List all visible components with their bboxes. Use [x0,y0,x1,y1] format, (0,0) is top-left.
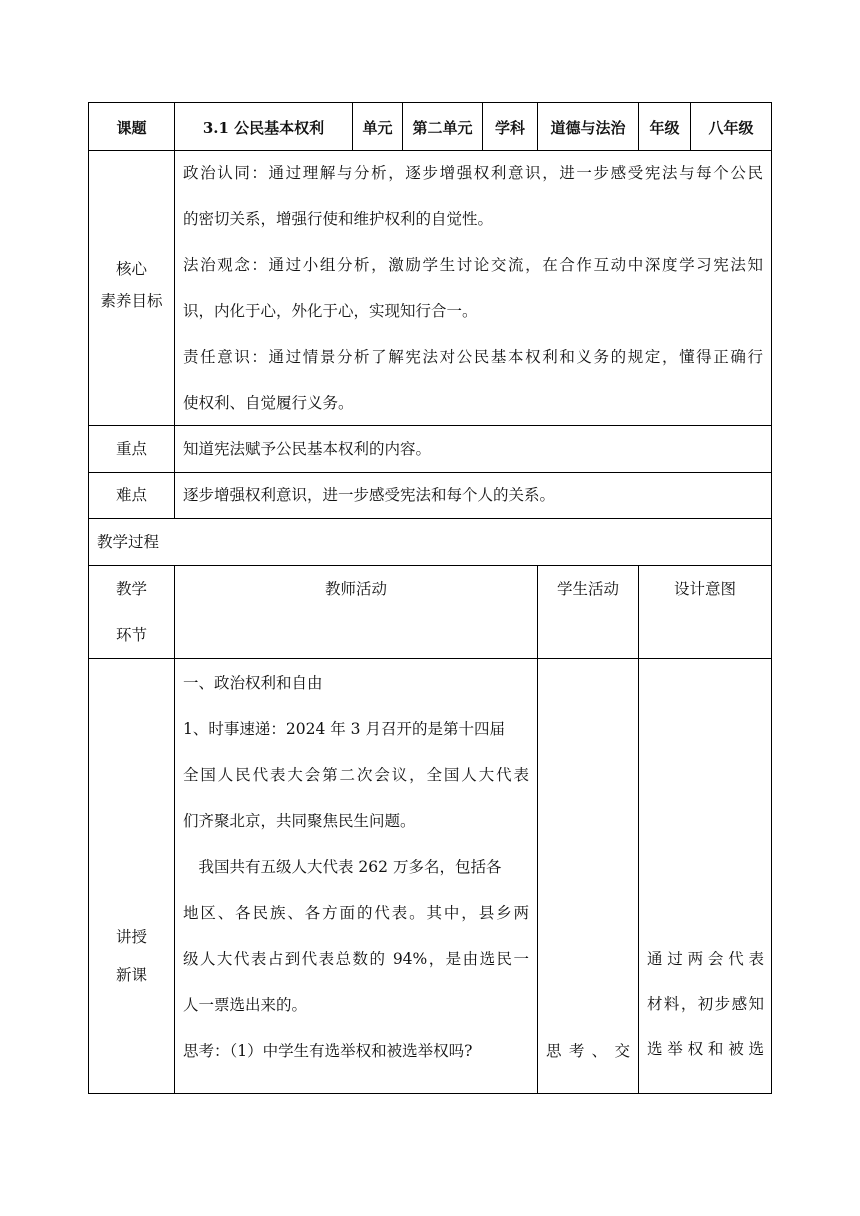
course-label: 学科 [494,119,525,137]
process-col-design: 设计意图 [673,580,736,598]
teacher-activity-line: 们齐聚北京，共同聚焦民生问题。 [183,812,416,830]
process-col-stage-line1: 教学 [115,580,147,598]
design-intent-content [647,937,764,1072]
teacher-activity-line: 级人大代表占到代表总数的 94%，是由选民一 [183,950,529,968]
teacher-activity-line: 思考：（1）中学生有选举权和被选举权吗? [183,1042,473,1060]
grade-label: 年级 [649,119,680,137]
teacher-activity-line: 地区、各民族、各方面的代表。其中，县乡两 [183,904,529,922]
core-goal-line: 责任意识：通过情景分析了解宪法对公民基本权利和义务的规定，懂得正确行 [183,348,763,366]
subject-value: 3.1 公民基本权利 [202,119,325,137]
core-goal-line: 使权利、自觉履行义务。 [183,394,354,412]
teacher-activity-line: 我国共有五级人大代表 262 万多名，包括各 [198,858,502,876]
core-goals-label-line2: 素养目标 [100,292,163,310]
process-col-student: 学生活动 [556,580,619,598]
grade-value: 八年级 [708,119,754,137]
process-col-stage [89,566,174,658]
difficulty-value: 逐步增强权利意识，进一步感受宪法和每个人的关系。 [183,486,556,504]
student-activity-content: 思考、交 [546,1042,630,1060]
teacher-activity-content [183,660,529,1074]
core-goal-line: 法治观念：通过小组分析，激励学生讨论交流，在合作互动中深度学习宪法知 [183,256,763,274]
lesson-stage-label-line1: 讲授 [115,928,147,946]
teacher-activity-line: 人一票选出来的。 [183,996,308,1014]
core-goal-line: 的密切关系，增强行使和维护权利的自觉性。 [183,210,494,228]
process-col-teacher: 教师活动 [324,580,387,598]
core-goals-label-line1: 核心 [115,260,147,278]
core-goal-line: 政治认同：通过理解与分析，逐步增强权利意识，进一步感受宪法与每个公民 [183,164,763,182]
design-intent-line: 材料，初步感知 [647,995,764,1013]
teacher-activity-line: 一、政治权利和自由 [183,674,323,692]
teacher-activity-line: 1、时事速递：2024 年 3 月召开的是第十四届 [183,720,505,738]
teacher-activity-line: 全国人民代表大会第二次会议，全国人大代表 [183,766,529,784]
design-intent-line: 选举权和被选 [647,1040,764,1058]
key-point-label: 重点 [115,440,147,458]
unit-value: 第二单元 [412,119,473,137]
core-goals-label [89,253,174,317]
process-col-stage-line2: 环节 [115,626,147,644]
core-goals-content [183,150,763,426]
core-goal-line: 识，内化于心，外化于心，实现知行合一。 [183,302,478,320]
unit-label: 单元 [362,119,393,137]
lesson-stage-label [89,918,174,994]
lesson-stage-label-line2: 新课 [115,966,147,984]
key-point-value: 知道宪法赋予公民基本权利的内容。 [183,440,432,458]
difficulty-label: 难点 [115,486,147,504]
process-title: 教学过程 [97,533,160,551]
subject-label: 课题 [116,119,147,137]
course-value: 道德与法治 [550,119,626,137]
design-intent-line: 通过两会代表 [647,950,764,968]
